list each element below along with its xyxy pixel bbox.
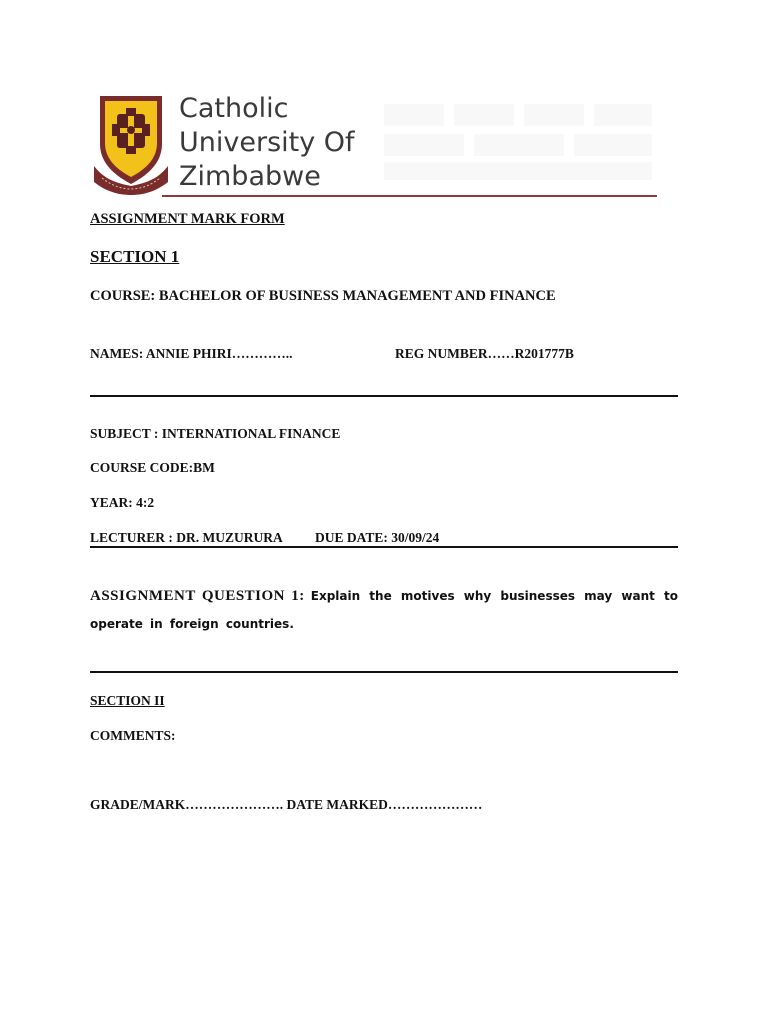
- assignment-question: [90, 582, 678, 638]
- form-title: ASSIGNMENT MARK FORM: [90, 211, 285, 227]
- question-text: Explain the motives why businesses may want to operate in foreign countries.: [90, 589, 679, 631]
- comments-label: COMMENTS:: [90, 728, 176, 743]
- grade-mark-line: GRADE/MARK…………………. DATE MARKED…………………: [90, 797, 483, 812]
- course-line: COURSE: BACHELOR OF BUSINESS MANAGEMENT AND FINANCE: [90, 288, 556, 304]
- course-code-line: COURSE CODE:BM: [90, 460, 215, 475]
- section-1-heading: SECTION 1: [90, 247, 180, 266]
- subject-line: SUBJECT : INTERNATIONAL FINANCE: [90, 426, 341, 441]
- divider-1: [90, 395, 678, 397]
- university-name-line-3: Zimbabwe: [179, 161, 321, 192]
- question-label: ASSIGNMENT QUESTION 1:: [90, 588, 305, 604]
- section-2-heading: SECTION II: [90, 693, 165, 708]
- divider-2: [90, 546, 678, 548]
- year-line: YEAR: 4:2: [90, 495, 155, 510]
- student-names: NAMES: ANNIE PHIRI…………..: [90, 346, 293, 361]
- university-crest-logo: [92, 92, 170, 196]
- university-name-line-2: University Of: [179, 127, 355, 158]
- university-header: [92, 92, 657, 204]
- due-date-line: DUE DATE: 30/09/24: [315, 530, 440, 545]
- university-name: [179, 92, 355, 194]
- lecturer-line: LECTURER : DR. MUZURURA: [90, 530, 283, 545]
- reg-number: REG NUMBER……R201777B: [395, 346, 574, 361]
- divider-3: [90, 671, 678, 673]
- faint-background-text: [384, 100, 654, 184]
- brand-divider: [162, 195, 657, 197]
- university-name-line-1: Catholic: [179, 93, 289, 124]
